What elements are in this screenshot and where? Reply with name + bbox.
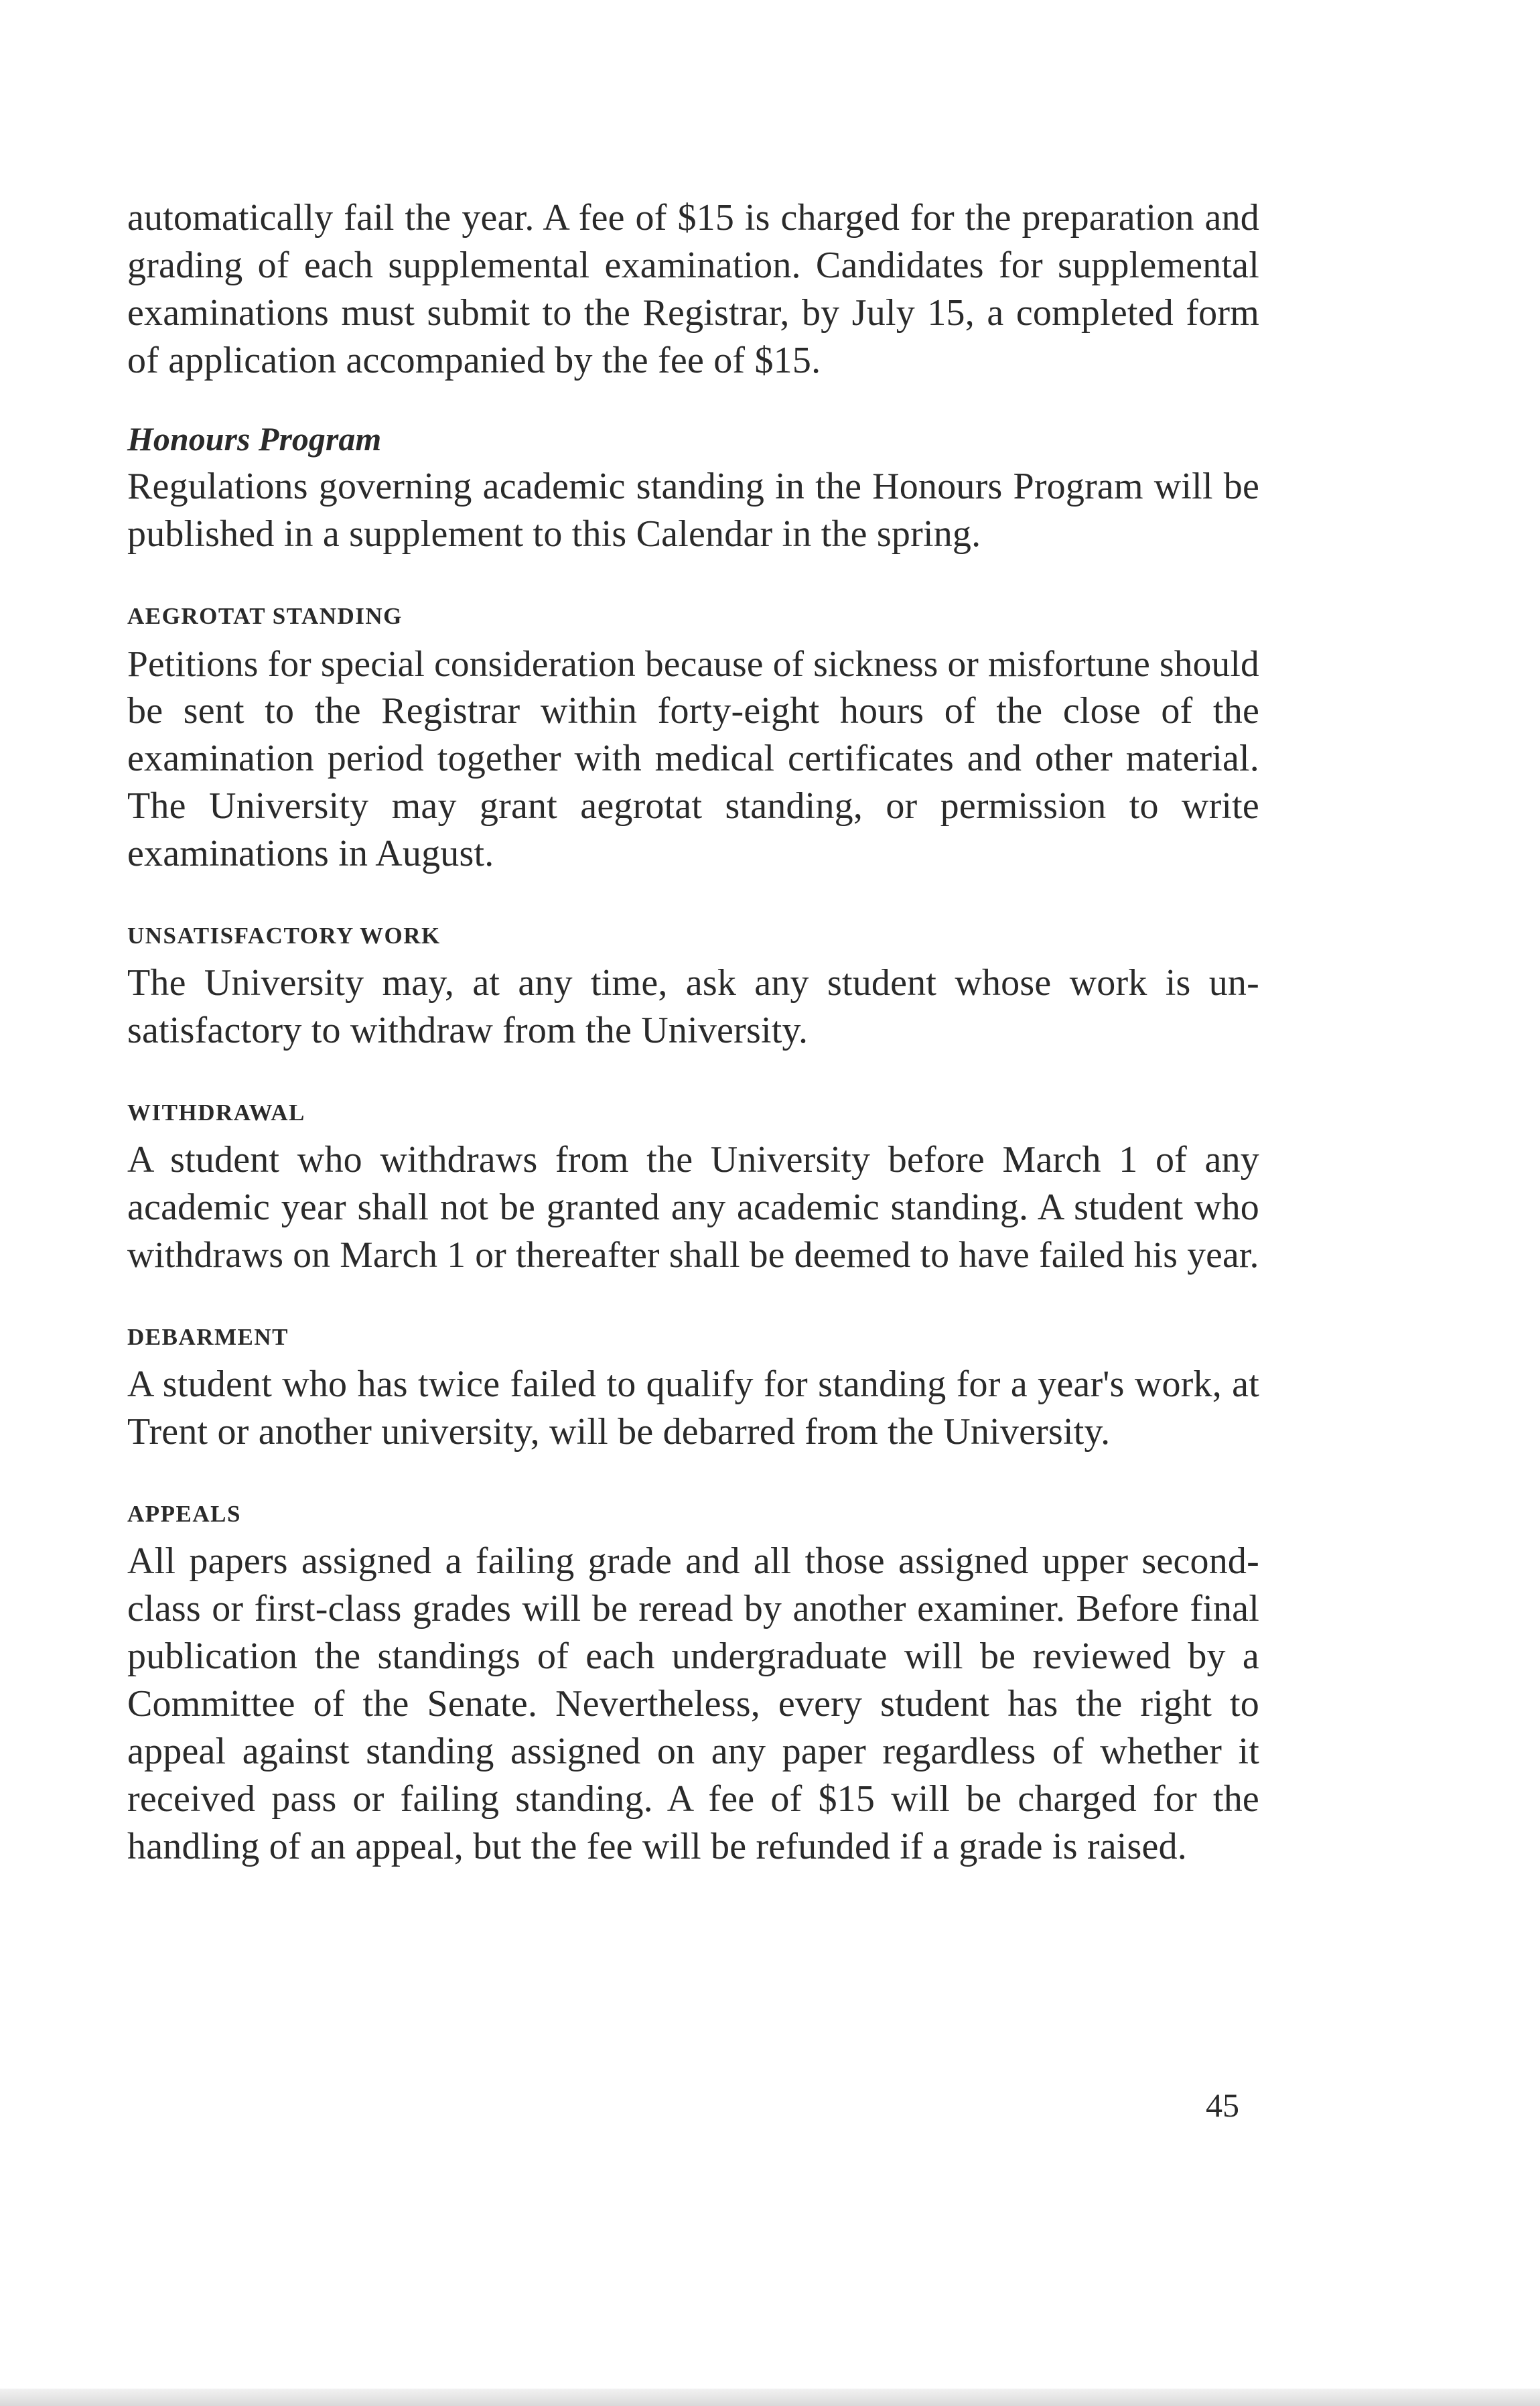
text-line: received pass or failing standing. A fee of $15 will be charged for the (127, 1778, 1259, 1820)
text-line: be sent to the Registrar within forty-eight hours of the close of the (127, 690, 1259, 732)
text-line: academic year shall not be granted any academic standing. A student who (127, 1187, 1259, 1228)
appeals-paragraph (127, 1538, 1259, 1871)
aegrotat-heading: AEGROTAT STANDING (127, 603, 403, 629)
text-line: appeal against standing assigned on any paper regardless of whether it (127, 1731, 1259, 1772)
aegrotat-section (127, 600, 1259, 878)
honours-program-heading: Honours Program (127, 420, 382, 458)
text-line: Petitions for special consideration because of sickness or misfortune should (127, 643, 1259, 684)
text-line: A student who has twice failed to qualify for standing for a year's work, at (127, 1363, 1259, 1405)
text-line: published in a supplement to this Calendar in the spring. (127, 513, 981, 555)
withdrawal-section (127, 1096, 1259, 1279)
unsatisfactory-work-section (127, 919, 1259, 1055)
document-page (127, 194, 1259, 1871)
text-line: publication the standings of each undergraduate will be reviewed by a (127, 1635, 1259, 1677)
page-number: 45 (1206, 2086, 1239, 2124)
text-line: examination period together with medical certificates and other material. (127, 738, 1259, 779)
appeals-heading: APPEALS (127, 1501, 241, 1527)
text-line: examinations in August. (127, 833, 494, 874)
text-line: handling of an appeal, but the fee will be refunded if a grade is raised. (127, 1826, 1187, 1867)
text-line: All papers assigned a failing grade and all those assigned upper second- (127, 1540, 1259, 1582)
text-line: withdraws on March 1 or thereafter shall be deemed to have failed his year. (127, 1235, 1259, 1276)
unsatisfactory-work-paragraph (127, 959, 1259, 1055)
text-line: The University may, at any time, ask any student whose work is un- (127, 962, 1259, 1004)
text-line: grading of each supplemental examination. Candidates for supplemental (127, 245, 1259, 286)
intro-paragraph (127, 194, 1259, 385)
debarment-heading: DEBARMENT (127, 1324, 289, 1350)
text-line: Regulations governing academic standing in the Honours Program will be (127, 466, 1259, 507)
debarment-section (127, 1321, 1259, 1456)
text-line: satisfactory to withdraw from the University. (127, 1010, 809, 1051)
debarment-paragraph (127, 1361, 1259, 1456)
aegrotat-paragraph (127, 640, 1259, 878)
text-line: of application accompanied by the fee of $15. (127, 340, 821, 381)
withdrawal-heading: WITHDRAWAL (127, 1099, 305, 1126)
text-line: The University may grant aegrotat standing, or permission to write (127, 785, 1259, 827)
text-line: Committee of the Senate. Nevertheless, every student has the right to (127, 1683, 1259, 1725)
appeals-section (127, 1497, 1259, 1871)
withdrawal-paragraph (127, 1136, 1259, 1279)
scan-edge-shadow (0, 2389, 1540, 2406)
honours-program-paragraph (127, 463, 1259, 558)
text-line: automatically fail the year. A fee of $15 is charged for the preparation and (127, 197, 1259, 239)
text-line: A student who withdraws from the University before March 1 of any (127, 1139, 1259, 1181)
text-line: class or first-class grades will be reread by another examiner. Before final (127, 1588, 1259, 1629)
text-line: Trent or another university, will be debarred from the University. (127, 1411, 1111, 1453)
text-line: examinations must submit to the Registrar, by July 15, a completed form (127, 292, 1259, 334)
unsatisfactory-work-heading: UNSATISFACTORY WORK (127, 923, 441, 949)
